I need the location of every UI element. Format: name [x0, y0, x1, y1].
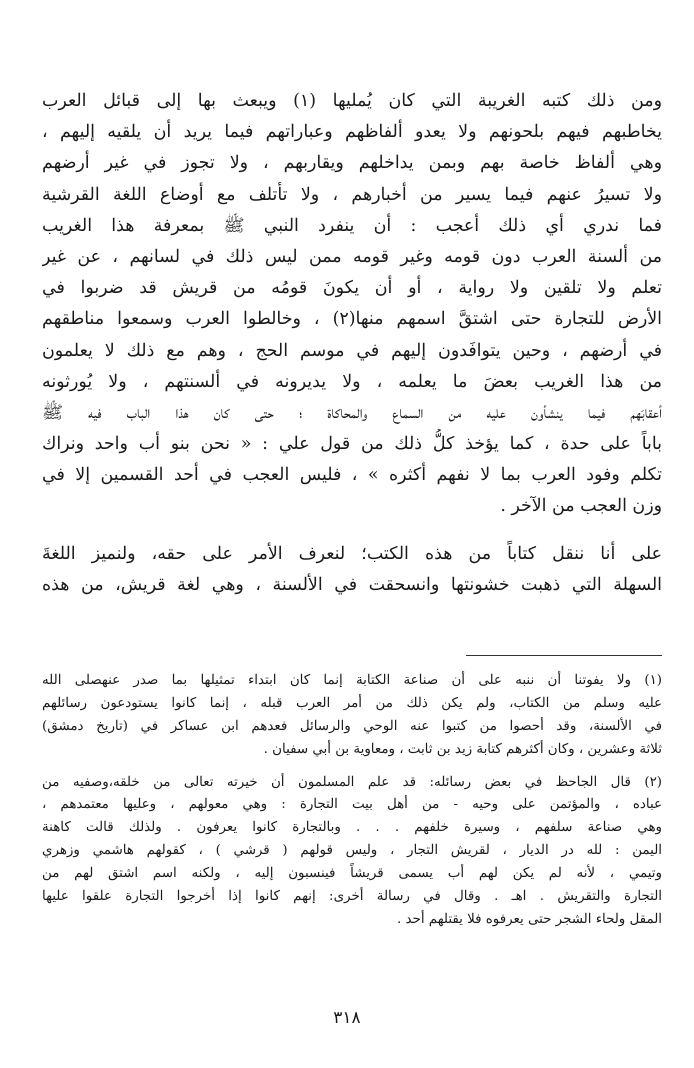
footnote-spacer: [42, 762, 662, 772]
footnote-line: التجارة والتقريش . اهـ . وقال في رسالة أخرى: إنهم كانوا إذا أخرجوا التجارة علقوا عليها: [42, 889, 662, 905]
text-line: على أنا ننقل كتاباً من هذه الكتب؛ لنعرف الأمر على حقه، ولنميز اللغةَ: [42, 543, 662, 564]
text-line: تكلم وفود العرب بما لا نفهم أكثره » ، فليس العجب في أحد القسمين إلا في: [42, 465, 662, 486]
paragraph-spacer: [42, 523, 662, 539]
footnote-line: عباده ، والمؤتمن على وحيه - من أهل بيت التجارة : وهي معولهم ، وعليها معتمدهم ،: [42, 797, 662, 813]
text-line: باباً على حدة ، كما يؤخذ كلُّ ذلك من قول علي : « نحن بنو أب واحد ونراك: [42, 434, 662, 455]
main-text: [42, 86, 662, 601]
footnote-divider: [466, 655, 662, 656]
text-line: السهلة التي ذهبت خشونتها وانسحقت في الألسنة ، وهي لغة قريش، من هذه: [42, 574, 662, 595]
text-line: فما ندري أي ذلك أعجب : أن ينفرد النبي ﷺ بمعرفة هذا الغريب: [42, 215, 662, 236]
footnote-line: اليمن : لله در الديار ، لقريش التجار ، وليس قولهم ( قرشي ) ، كقولهم هاشمي وزهري: [42, 843, 662, 859]
page-number: ٣١٨: [333, 1008, 361, 1028]
footnote-line: ثلاثة وعشرين ، وكان أكثرهم كتابة زيد بن ثابت ، ومعاوية بن أبي سفيان .: [263, 741, 662, 757]
text-line: أعقابَهم فيما ينشأون عليه من السماع والمحاكاة ؛ حتى كان هذا الباب فيه ﷺ: [42, 402, 662, 423]
footnote-line: وتيمي ، لأنه لم يكن لهم أب يسمى قريشاً فينسبون إليه ، ولكنه اسم اشتق لهم من: [42, 866, 662, 882]
text-line: من هذا الغريب بعضَ ما يعلمه ، ولا يديرونه في ألسنتهم ، ولا يُورثونه: [42, 371, 662, 392]
footnote-line: وهي صناعة سلفهم ، وسيرة خلفهم . . . وبالتجارة كانوا يعرفون . ولذلك قالت كاهنة: [42, 820, 662, 836]
text-line: في أرضهم ، وحين يتوافَدون إليهم في موسم الحج ، وهم مع ذلك لا يعلمون: [42, 340, 662, 361]
footnote-line: (١) ولا يفوتنا أن ننبه على أن صناعة الكتابة إنما كان ابتداء تمثيلها بما صدر عنهصلى الله: [42, 673, 662, 688]
footnote-line: المقل ولحاء الشجر حتى يعرفوه فلا يقتلهم أحد .: [397, 911, 662, 927]
text-line: ولا تسيرُ عنهم فيما يسير من أخبارهم ، ولا تأتلف مع أوضاع اللغة القرشية: [42, 184, 662, 205]
text-line: الأرض للتجارة حتى اشتقَّ اسمهم منها(٢) ، وخالطوا العرب وسمعوا مناطقهم: [42, 309, 662, 330]
text-line: من ألسنة العرب دون قومه وغير قومه ممن ليس ذلك في لسانهم ، عن غير: [42, 246, 662, 267]
footnote-line: (٢) قال الجاحظ في بعض رسائله: قد علم المسلمون أن خيرته تعالى من خلقه،وصفيه من: [42, 774, 662, 790]
footnote: [42, 772, 662, 932]
paragraph: [42, 86, 662, 523]
text-line: تعلم ولا تلقين ولا رواية ، أو أن يكونَ قومُه من قريش قد ضربوا في: [42, 278, 662, 299]
text-line: ومن ذلك كتبه الغريبة التي كان يُمليها (١) ويبعث بها إلى قبائل العرب: [42, 91, 662, 111]
footnote: [42, 670, 662, 762]
paragraph: [42, 539, 662, 601]
footnote-line: في الألسنة، وقد أحصوا من كتبوا عنه الوحي والرسائل فعدهم ابن عساكر في (تاريخ دمشق): [42, 718, 662, 734]
text-line: وزن العجب من الآخر .: [500, 496, 662, 517]
text-line: وهي ألفاظ خاصة بهم وبمن يداخلهم ويقاربهم ، ولا تجوز في غير أرضهم: [42, 153, 662, 174]
text-line: يخاطبهم فيهم بلحونهم ولا يعدو ألفاظهم وعباراتهم فيما يريد أن يلقيه إليهم ،: [42, 122, 662, 143]
footnotes: [42, 670, 662, 932]
footnote-line: عليه وسلم من الكتاب، ولم يكن ذلك من أمر العرب قبله ، إنما كانوا يستودعون رسائلهم: [42, 695, 662, 711]
